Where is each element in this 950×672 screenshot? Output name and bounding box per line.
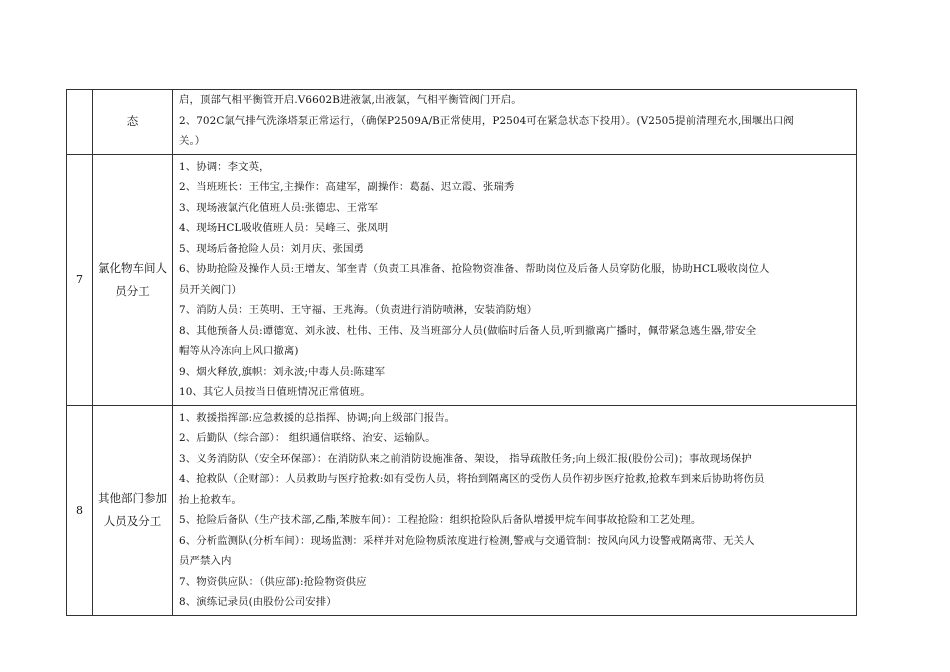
content-line: 8、演练记录员(由股份公司安排） (179, 596, 337, 608)
content-line: 5、抢险后备队（生产技术部,乙酯,苯胺车间）：工程抢险：组织抢险队后备队增援甲烷车间事故抢险和工艺处理。 (179, 514, 702, 526)
content-line: 2、702C氯气排气洗涤塔泵正常运行，（确保P2509A/B正常使用，P2504可在紧急状态下投用）。(V2505提前清理充水,围堰出口阀 (179, 114, 794, 127)
row-label: 其他部门参加人员及分工 (93, 405, 173, 615)
table-row (67, 154, 857, 405)
content-line: 1、救援指挥部:应急救援的总指挥、协调;向上级部门报告。 (179, 411, 456, 424)
row-number: 7 (67, 154, 93, 405)
row-label: 态 (93, 90, 173, 155)
row-number (67, 90, 93, 155)
content-line: 2、后勤队（综合部）： 组织通信联络、治安、运输队。 (179, 432, 436, 444)
content-line: 7、消防人员：王英明、王守福、王兆海。（负责进行消防喷淋，安装消防炮） (179, 304, 538, 316)
content-line: 6、协助抢险及操作人员:王增友、邹奎青（负责工具准备、抢险物资准备、帮助岗位及后备人员穿防化服，协助HCL吸收岗位人 (179, 263, 770, 275)
row-content (173, 90, 857, 155)
content-line: 帽等从冷冻向上风口撤离) (179, 345, 299, 357)
table-row (67, 90, 857, 155)
content-line: 1、协调：李文英， (179, 160, 270, 173)
content-line: 启，顶部气相平衡管开启.V6602B进液氯,出液氯，气相平衡管阀门开启。 (179, 94, 522, 106)
content-line: 4、现场HCL吸收值班人员：吴峰三、张凤明 (179, 222, 389, 234)
content-line: 6、分析监测队(分析车间）：现场监测：采样并对危险物质浓度进行检测,警戒与交通管制：按风向风力设警戒隔离带、无关人 (179, 534, 755, 547)
content-line: 7、物资供应队：（供应部):抢险物资供应 (179, 575, 367, 588)
row-content (173, 405, 857, 615)
content-line: 关。） (179, 135, 206, 147)
content-line: 5、现场后备抢险人员：刘月庆、张国勇 (179, 242, 365, 255)
document-table (66, 89, 857, 616)
content-line: 4、抢救队（企财部）：人员救助与医疗抢救:如有受伤人员，将抬到隔离区的受伤人员作初步医疗抢救,抢救车到来后协助将伤员 (179, 473, 765, 485)
content-line: 2、当班班长：王伟宝,主操作：高建军，副操作：葛磊、迟立霞、张瑞秀 (179, 181, 515, 193)
content-line: 8、其他预备人员:谭德宽、刘永波、杜伟、王伟、及当班部分人员(做临时后备人员,听到撤离广播时，佩带紧急逃生器,带安全 (179, 324, 757, 337)
content-line: 3、义务消防队（安全环保部）：在消防队来之前消防设施准备、架设， 指导疏散任务;向上级汇报(股份公司)；事故现场保护 (179, 452, 752, 465)
content-line: 员严禁入内 (179, 555, 232, 567)
content-line: 抬上抢救车。 (179, 493, 242, 506)
row-label: 氯化物车间人员分工 (93, 154, 173, 405)
content-line: 9、烟火释放,旗帜：刘永波;中毒人员:陈建军 (179, 365, 386, 378)
content-line: 员开关阀门） (179, 283, 242, 296)
content-line: 10、其它人员按当日值班情况正常值班。 (179, 386, 371, 398)
row-number: 8 (67, 405, 93, 615)
row-content (173, 154, 857, 405)
content-line: 3、现场液氯汽化值班人员:张德忠、王常军 (179, 201, 379, 214)
table-row (67, 405, 857, 615)
